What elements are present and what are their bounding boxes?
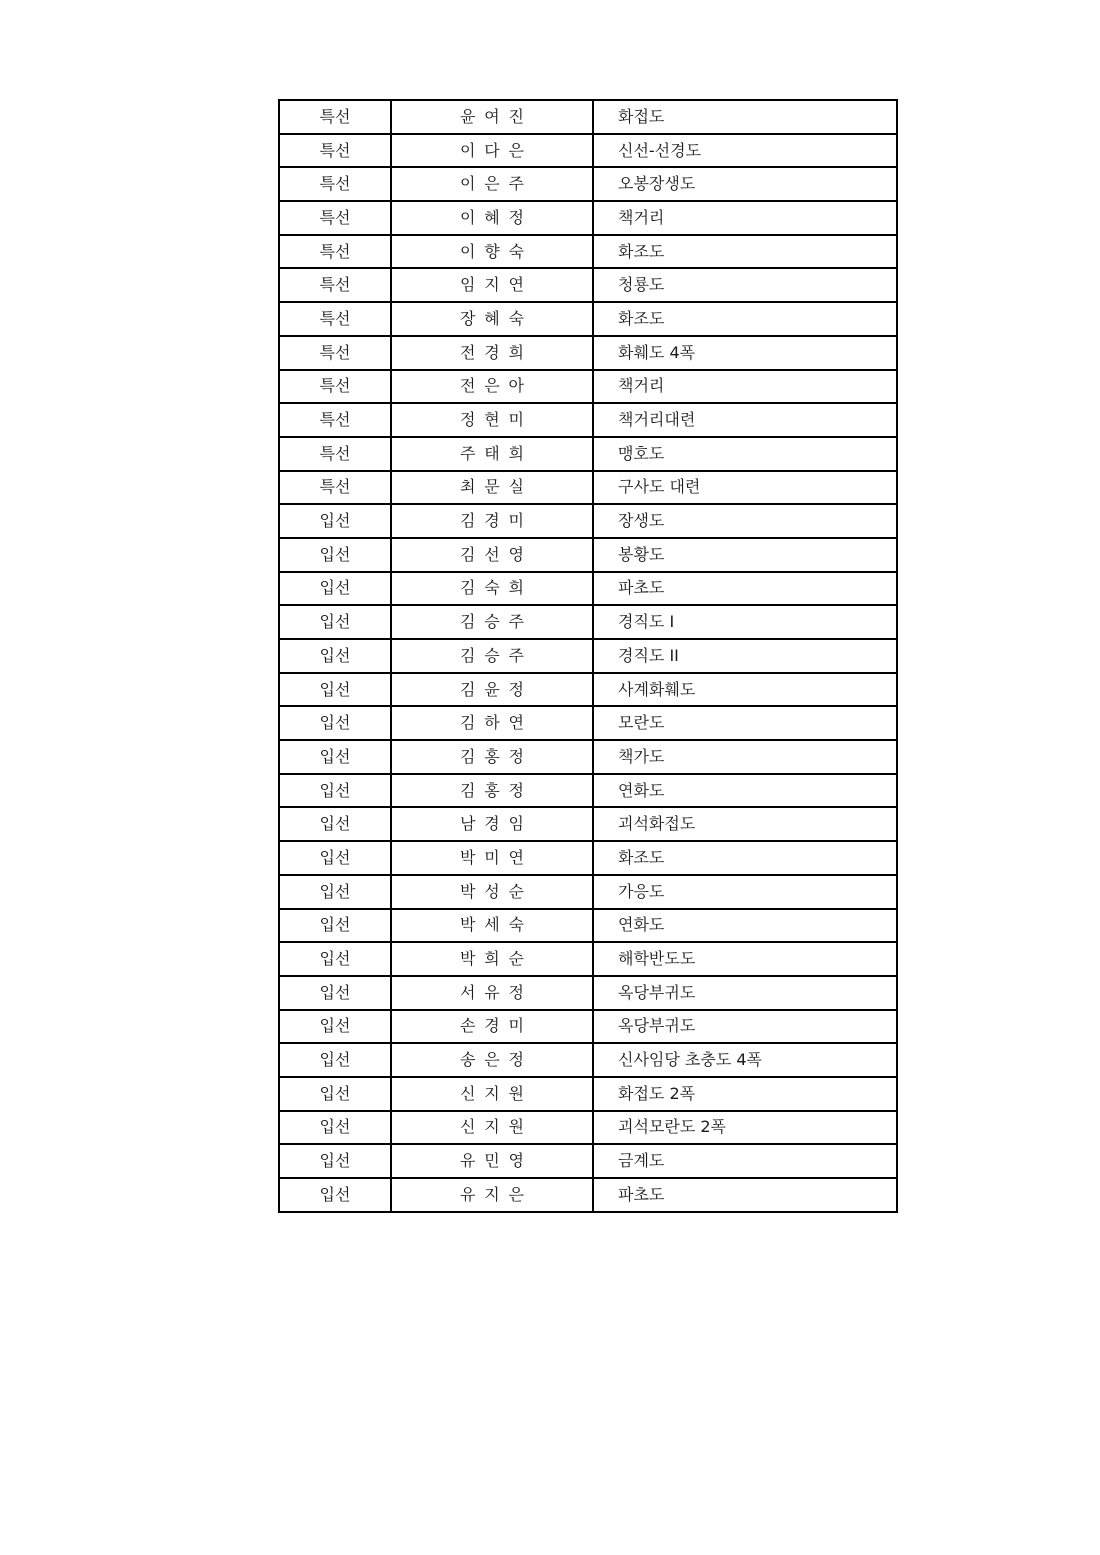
artwork-title-cell: 경직도 II	[593, 639, 897, 673]
artwork-title-cell: 가응도	[593, 875, 897, 909]
table-row	[279, 437, 897, 471]
table-row	[279, 909, 897, 943]
artist-name-cell: 김하연	[391, 706, 593, 740]
table-row	[279, 134, 897, 168]
artwork-title-cell: 화조도	[593, 841, 897, 875]
award-cell: 입선	[279, 538, 391, 572]
artist-name-cell: 김윤정	[391, 673, 593, 707]
award-cell: 입선	[279, 605, 391, 639]
award-cell: 입선	[279, 774, 391, 808]
award-cell: 특선	[279, 471, 391, 505]
artwork-title-cell: 구사도 대련	[593, 471, 897, 505]
artwork-title-cell: 해학반도도	[593, 942, 897, 976]
award-cell: 입선	[279, 673, 391, 707]
artwork-title-cell: 금계도	[593, 1144, 897, 1178]
table-row	[279, 504, 897, 538]
award-cell: 입선	[279, 1178, 391, 1212]
award-cell: 입선	[279, 909, 391, 943]
table-row	[279, 673, 897, 707]
award-cell: 입선	[279, 976, 391, 1010]
artwork-title-cell: 화조도	[593, 302, 897, 336]
award-cell: 입선	[279, 841, 391, 875]
table-row	[279, 1111, 897, 1145]
artist-name-cell: 박세숙	[391, 909, 593, 943]
artwork-title-cell: 신사임당 초충도 4폭	[593, 1043, 897, 1077]
award-cell: 입선	[279, 706, 391, 740]
award-cell: 입선	[279, 740, 391, 774]
table-row	[279, 201, 897, 235]
artwork-title-cell: 괴석모란도 2폭	[593, 1111, 897, 1145]
award-cell: 특선	[279, 437, 391, 471]
award-cell: 입선	[279, 572, 391, 606]
table-row	[279, 302, 897, 336]
artwork-title-cell: 파초도	[593, 572, 897, 606]
table-row	[279, 370, 897, 404]
artist-name-cell: 박성순	[391, 875, 593, 909]
artwork-title-cell: 옥당부귀도	[593, 976, 897, 1010]
table-row	[279, 841, 897, 875]
artwork-title-cell: 청룡도	[593, 268, 897, 302]
award-cell: 입선	[279, 1010, 391, 1044]
artist-name-cell: 이은주	[391, 167, 593, 201]
table-row	[279, 1043, 897, 1077]
artwork-title-cell: 봉황도	[593, 538, 897, 572]
table-row	[279, 1144, 897, 1178]
artist-name-cell: 김승주	[391, 639, 593, 673]
artist-name-cell: 전은아	[391, 370, 593, 404]
table-row	[279, 605, 897, 639]
artist-name-cell: 김홍정	[391, 740, 593, 774]
results-table-body	[279, 100, 897, 1212]
artist-name-cell: 손경미	[391, 1010, 593, 1044]
artwork-title-cell: 모란도	[593, 706, 897, 740]
artist-name-cell: 송은정	[391, 1043, 593, 1077]
table-row	[279, 706, 897, 740]
award-cell: 입선	[279, 1077, 391, 1111]
artwork-title-cell: 사계화훼도	[593, 673, 897, 707]
award-cell: 특선	[279, 134, 391, 168]
table-row	[279, 471, 897, 505]
artwork-title-cell: 책거리	[593, 370, 897, 404]
table-row	[279, 336, 897, 370]
artist-name-cell: 이혜정	[391, 201, 593, 235]
award-cell: 특선	[279, 302, 391, 336]
table-row	[279, 1178, 897, 1212]
table-row	[279, 774, 897, 808]
artist-name-cell: 김홍정	[391, 774, 593, 808]
award-cell: 입선	[279, 1144, 391, 1178]
award-cell: 특선	[279, 100, 391, 134]
artwork-title-cell: 책거리	[593, 201, 897, 235]
table-row	[279, 100, 897, 134]
award-cell: 특선	[279, 403, 391, 437]
artwork-title-cell: 장생도	[593, 504, 897, 538]
artwork-title-cell: 책거리대련	[593, 403, 897, 437]
table-row	[279, 572, 897, 606]
award-cell: 특선	[279, 167, 391, 201]
artist-name-cell: 이향숙	[391, 235, 593, 269]
artist-name-cell: 박미연	[391, 841, 593, 875]
artist-name-cell: 박희순	[391, 942, 593, 976]
table-row	[279, 1010, 897, 1044]
award-cell: 특선	[279, 268, 391, 302]
award-cell: 입선	[279, 875, 391, 909]
artwork-title-cell: 파초도	[593, 1178, 897, 1212]
table-row	[279, 268, 897, 302]
artwork-title-cell: 옥당부귀도	[593, 1010, 897, 1044]
award-cell: 특선	[279, 336, 391, 370]
artist-name-cell: 윤여진	[391, 100, 593, 134]
artwork-title-cell: 화훼도 4폭	[593, 336, 897, 370]
artist-name-cell: 김경미	[391, 504, 593, 538]
artist-name-cell: 임지연	[391, 268, 593, 302]
artwork-title-cell: 맹호도	[593, 437, 897, 471]
artwork-title-cell: 책가도	[593, 740, 897, 774]
award-cell: 특선	[279, 201, 391, 235]
table-row	[279, 538, 897, 572]
artist-name-cell: 김승주	[391, 605, 593, 639]
table-row	[279, 235, 897, 269]
artwork-title-cell: 연화도	[593, 909, 897, 943]
artist-name-cell: 유민영	[391, 1144, 593, 1178]
artwork-title-cell: 화접도 2폭	[593, 1077, 897, 1111]
artist-name-cell: 김선영	[391, 538, 593, 572]
table-row	[279, 167, 897, 201]
award-cell: 입선	[279, 639, 391, 673]
artist-name-cell: 이다은	[391, 134, 593, 168]
artwork-title-cell: 경직도 I	[593, 605, 897, 639]
artwork-title-cell: 오봉장생도	[593, 167, 897, 201]
artwork-title-cell: 연화도	[593, 774, 897, 808]
artist-name-cell: 정현미	[391, 403, 593, 437]
award-cell: 입선	[279, 504, 391, 538]
artist-name-cell: 남경임	[391, 807, 593, 841]
artist-name-cell: 서유정	[391, 976, 593, 1010]
artist-name-cell: 전경희	[391, 336, 593, 370]
artist-name-cell: 신지원	[391, 1077, 593, 1111]
award-cell: 특선	[279, 235, 391, 269]
artwork-title-cell: 화접도	[593, 100, 897, 134]
artist-name-cell: 장혜숙	[391, 302, 593, 336]
artist-name-cell: 유지은	[391, 1178, 593, 1212]
artwork-title-cell: 신선-선경도	[593, 134, 897, 168]
award-cell: 입선	[279, 942, 391, 976]
table-row	[279, 1077, 897, 1111]
award-cell: 입선	[279, 1111, 391, 1145]
table-row	[279, 807, 897, 841]
artist-name-cell: 주태희	[391, 437, 593, 471]
table-row	[279, 639, 897, 673]
award-cell: 입선	[279, 807, 391, 841]
table-row	[279, 976, 897, 1010]
table-row	[279, 403, 897, 437]
artist-name-cell: 신지원	[391, 1111, 593, 1145]
artwork-title-cell: 화조도	[593, 235, 897, 269]
table-row	[279, 875, 897, 909]
artist-name-cell: 김숙희	[391, 572, 593, 606]
table-row	[279, 740, 897, 774]
award-cell: 특선	[279, 370, 391, 404]
artwork-title-cell: 괴석화접도	[593, 807, 897, 841]
artist-name-cell: 최문실	[391, 471, 593, 505]
table-row	[279, 942, 897, 976]
results-table	[278, 99, 898, 1213]
award-cell: 입선	[279, 1043, 391, 1077]
